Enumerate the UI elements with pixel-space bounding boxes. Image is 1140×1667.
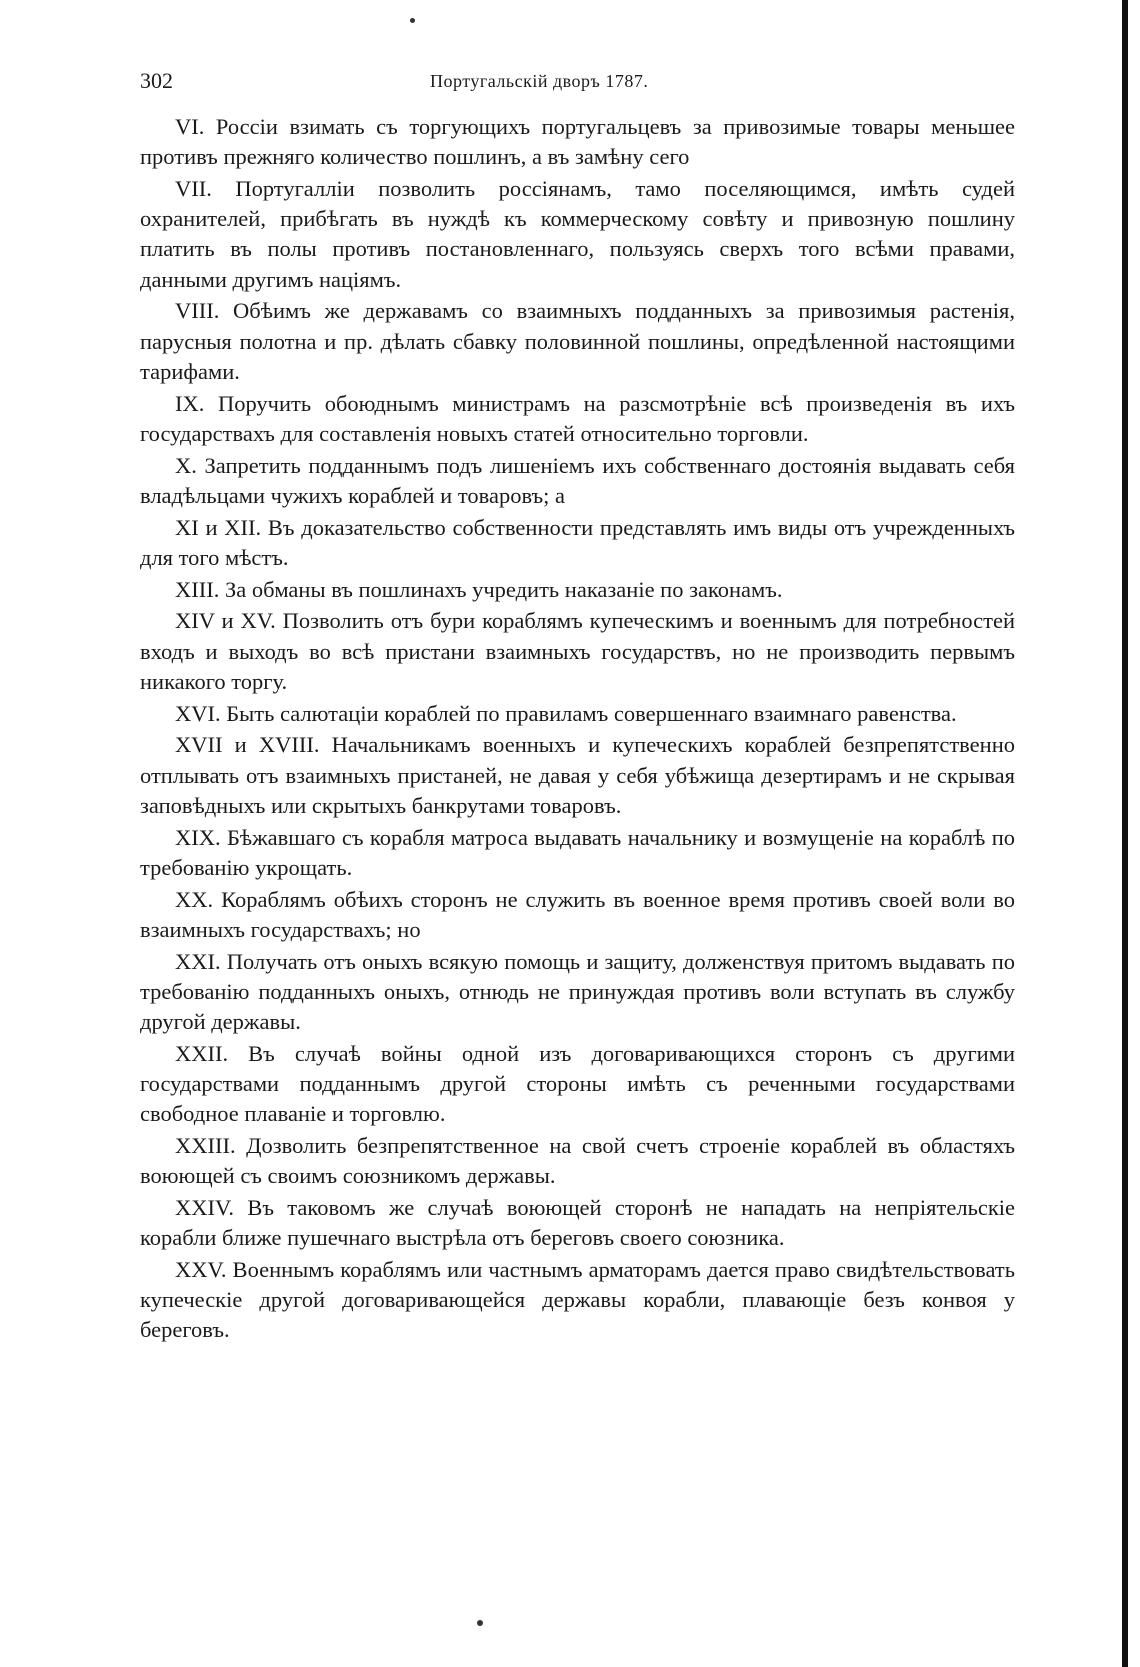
article-xix: XIX. Бѣжавшаго съ корабля матроса выдавать начальнику и возмущеніе на кораблѣ по требованію укрощать. — [140, 824, 1015, 880]
article-xx: XX. Кораблямъ обѣихъ сторонъ не служить въ военное время противъ своей воли во взаимныхъ государствахъ; но — [140, 886, 1015, 942]
article-ix: IX. Поручить обоюднымъ министрамъ на разсмотрѣніе всѣ произведенія въ ихъ государствахъ для составленія новыхъ статей относительно торговли. — [140, 390, 1015, 446]
article-xi-xii: XI и XII. Въ доказательство собственности представлять имъ виды отъ учрежденныхъ для того мѣстъ. — [140, 514, 1015, 570]
article-vi: VI. Россіи взимать съ торгующихъ португальцевъ за привозимые товары меньшее противъ прежняго количество пошлинъ, а въ замѣну сего — [140, 114, 1015, 170]
ink-speck — [477, 1620, 483, 1626]
article-xxi: XXI. Получать отъ оныхъ всякую помощь и защиту, долженствуя притомъ выдавать по требованію подданныхъ оныхъ, отнюдь не принуждая противъ воли вступать въ службу другой державы. — [140, 948, 1015, 1035]
article-xxiv: XXIV. Въ таковомъ же случаѣ воюющей сторонѣ не нападать на непріятельскіе корабли ближе пушечнаго выстрѣла отъ береговъ своего союзника. — [140, 1195, 1015, 1251]
page-header — [140, 68, 1015, 98]
article-xvii-xviii: XVII и XVIII. Начальникамъ военныхъ и купеческихъ кораблей безпрепятственно отплывать отъ взаимныхъ пристаней, не давая у себя убѣжища дезертирамъ и не скрывая заповѣдныхъ или скрытыхъ банкрутами товаровъ. — [140, 732, 1015, 818]
article-xiv-xv: XIV и XV. Позволить отъ бури кораблямъ купеческимъ и военнымъ для потребностей входъ и выходъ во всѣ пристани взаимныхъ государствъ, но не производить первымъ никакого торгу. — [140, 608, 1015, 694]
article-vii: VII. Португалліи позволить россіянамъ, тамо поселяющимся, имѣть судей охранителей, прибѣгать въ нуждѣ къ коммерческому совѣту и привозную пошлину платить въ полы противъ постановленнаго, пользуясь сверхъ того всѣми правами, данными другимъ націямъ. — [140, 176, 1015, 292]
article-xvi: XVI. Быть салютаціи кораблей по правиламъ совершеннаго взаимнаго равенства. — [175, 700, 957, 726]
page-number: 302 — [140, 68, 173, 93]
article-xiii: XIII. За обманы въ пошлинахъ учредить наказаніе по законамъ. — [175, 576, 783, 602]
ink-speck — [410, 18, 415, 23]
article-viii: VIII. Обѣимъ же державамъ со взаимныхъ подданныхъ за привозимыя растенія, парусныя полотна и пр. дѣлать сбавку половинной пошлины, опредѣленной настоящими тарифами. — [140, 298, 1015, 384]
article-x: X. Запретить подданнымъ подъ лишеніемъ ихъ собственнаго достоянія выдавать себя владѣльцами чужихъ кораблей и товаровъ; а — [140, 452, 1015, 508]
article-xxii: XXII. Въ случаѣ войны одной изъ договаривающихся сторонъ съ другими государствами подданнымъ другой стороны имѣть съ реченными государствами свободное плаваніе и торговлю. — [140, 1040, 1015, 1127]
article-xxiii: XXIII. Дозволить безпрепятственное на свой счетъ строеніе кораблей въ областяхъ воюющей съ своимъ союзникомъ державы. — [140, 1133, 1015, 1189]
body-text — [140, 112, 1015, 1347]
scan-edge-border — [1122, 0, 1128, 1667]
article-xxv: XXV. Военнымъ кораблямъ или частнымъ арматорамъ дается право свидѣтельствовать купеческіе другой договаривающейся державы корабли, плавающіе безъ конвоя у береговъ. — [140, 1257, 1015, 1343]
running-title: Португальскій дворъ 1787. — [430, 71, 649, 91]
